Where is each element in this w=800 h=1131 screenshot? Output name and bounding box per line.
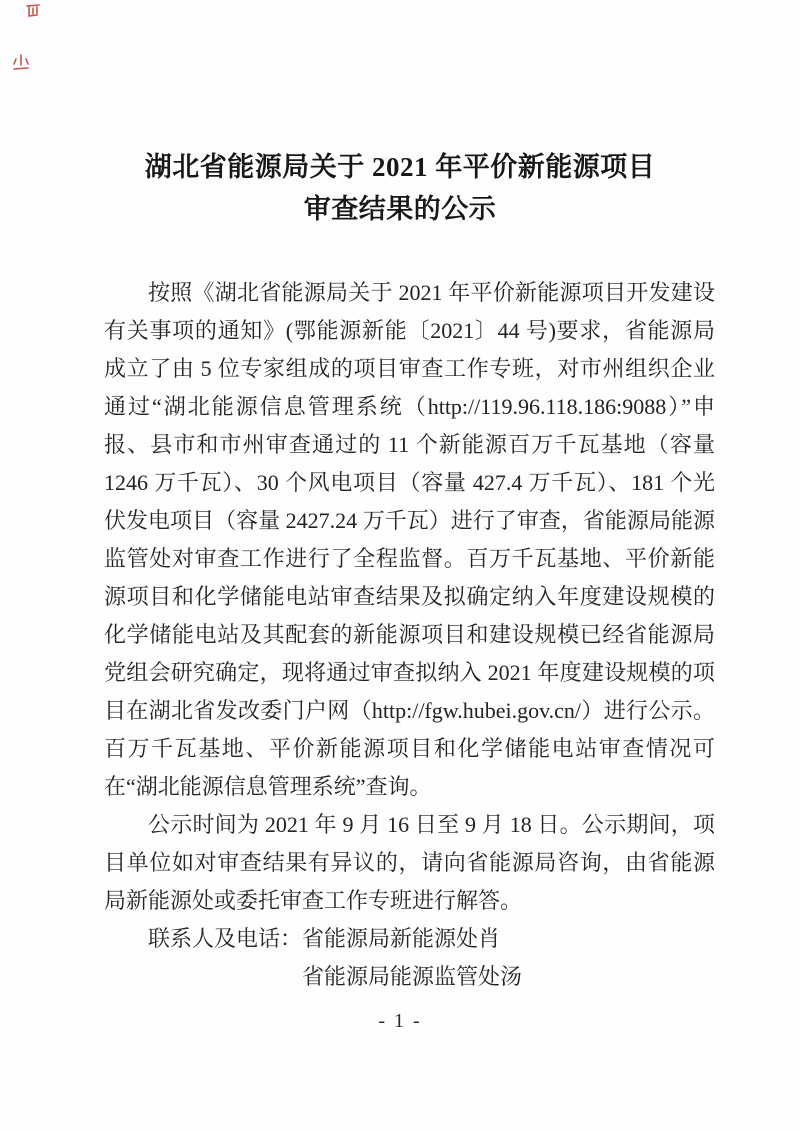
contact-line-energy-supervision-division: 省能源局能源监管处汤 [302,964,523,989]
red-stamp-artifact-icon [24,2,44,22]
paragraph-review-process: 按照《湖北省能源局关于 2021 年平价新能源项目开发建设有关事项的通知》(鄂能源新能〔2021〕44 号)要求，省能源局成立了由 5 位专家组成的项目审查工作专班，对市州组织企业通过“湖北能源信息管理系统（http://119.96.118.186:9088）”申报、县市和市州审查通过的 11 个新能源百万千瓦基地（容量 1246 万千瓦）、30 个风电项目（容量 427.4 万千瓦）、181 个光伏发电项目（容量 2427.24 万千瓦）进行了审查，省能源局能源监管处对审查工作进行了全程监督。百万千瓦基地、平价新能源项目和化学储能电站审查结果及拟确定纳入年度建设规模的化学储能电站及其配套的新能源项目和建设规模已经省能源局党组会研究确定，现将通过审查拟纳入 2021 年度建设规模的项目在湖北省发改委门户网（http://fgw.hubei.gov.cn/）进行公示。百万千瓦基地、平价新能源项目和化学储能电站审查情况可在“湖北能源信息管理系统”查询。 [104,280,715,799]
document-title-line2: 审查结果的公示 [303,194,497,224]
red-stamp-artifact-icon [10,52,32,74]
page-number: - 1 - [378,1010,422,1032]
paragraph-publicity-period: 公示时间为 2021 年 9 月 16 日至 9 月 18 日。公示期间，项目单位如对审查结果有异议的，请向省能源局咨询，由省能源局新能源处或委托审查工作专班进行解答。 [104,812,715,913]
document-body [104,274,715,996]
contact-line-new-energy-division: 联系人及电话：省能源局新能源处肖 [148,926,501,951]
document-title [70,146,730,230]
document-title-line1: 湖北省能源局关于 2021 年平价新能源项目 [144,152,656,182]
